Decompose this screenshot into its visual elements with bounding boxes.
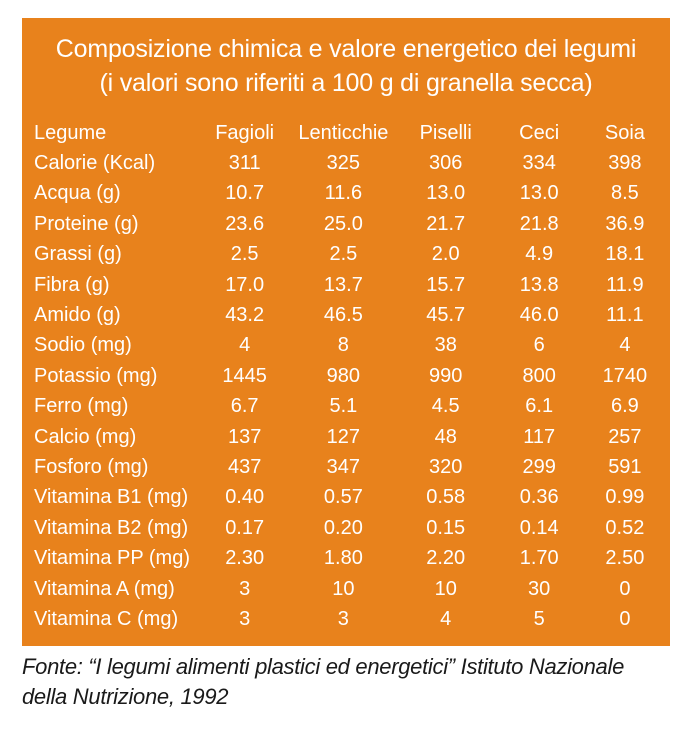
table-row	[34, 240, 664, 270]
table-row	[34, 422, 664, 452]
row-label: Ferro (mg)	[34, 395, 129, 418]
row-label: Amido (g)	[34, 304, 121, 327]
header-soia: Soia	[604, 121, 645, 144]
table-cell: 11.1	[606, 304, 644, 327]
table-row	[34, 179, 664, 209]
table-row	[34, 392, 664, 422]
table-cell: 18.1	[605, 243, 645, 266]
table-cell: 347	[326, 455, 361, 478]
table-cell: 21.7	[426, 212, 466, 235]
table-cell: 25.0	[323, 212, 363, 235]
header-ceci: Ceci	[519, 121, 560, 144]
table-cell: 2.5	[230, 243, 259, 266]
nutrition-panel	[22, 18, 670, 646]
table-cell: 0.36	[519, 486, 559, 509]
table-cell: 299	[522, 455, 556, 478]
table-cell: 1.80	[323, 547, 363, 570]
header-lenticchie: Lenticchie	[298, 121, 389, 144]
table-row	[34, 361, 664, 391]
table-cell: 6.1	[525, 395, 554, 418]
table-cell: 6.9	[610, 395, 639, 418]
title-line-2: (i valori sono riferiti a 100 g di granella secca)	[99, 69, 593, 97]
table-cell: 3	[239, 577, 251, 600]
legumes-composition-table	[34, 118, 664, 635]
table-cell: 11.6	[324, 182, 363, 205]
table-cell: 48	[434, 425, 457, 448]
table-cell: 1445	[222, 364, 267, 387]
table-cell: 0.57	[323, 486, 363, 509]
row-label: Proteine (g)	[34, 212, 139, 235]
table-cell: 36.9	[605, 212, 645, 235]
table-cell: 980	[326, 364, 361, 387]
table-cell: 1.70	[519, 547, 559, 570]
table-cell: 10	[434, 577, 457, 600]
table-cell: 437	[227, 455, 262, 478]
table-cell: 2.0	[431, 243, 460, 266]
table-cell: 3	[337, 607, 349, 630]
table-cell: 13.0	[426, 182, 466, 205]
table-cell: 0.14	[519, 516, 559, 539]
table-row	[34, 452, 664, 482]
table-cell: 117	[523, 425, 556, 448]
source-line-1: Fonte: “I legumi alimenti plastici ed energetici” Istituto Nazionale	[22, 654, 625, 679]
table-cell: 30	[528, 577, 551, 600]
table-body	[34, 148, 664, 634]
table-title	[22, 18, 670, 100]
table-cell: 10	[332, 577, 355, 600]
table-cell: 43.2	[225, 304, 265, 327]
table-cell: 0	[619, 607, 631, 630]
table-cell: 13.0	[519, 182, 559, 205]
table-row	[34, 483, 664, 513]
source-caption	[22, 652, 682, 712]
row-label: Calcio (mg)	[34, 425, 137, 448]
table-cell: 325	[326, 152, 361, 175]
header-fagioli: Fagioli	[215, 121, 275, 144]
table-cell: 0.20	[323, 516, 363, 539]
table-cell: 13.8	[519, 273, 559, 296]
table-cell: 0.40	[225, 486, 265, 509]
header-piselli: Piselli	[419, 121, 472, 144]
table-cell: 15.7	[426, 273, 466, 296]
table-cell: 591	[608, 455, 642, 478]
table-cell: 8.5	[610, 182, 639, 205]
table-cell: 11.9	[606, 273, 644, 296]
table-cell: 257	[608, 425, 642, 448]
table-cell: 0.17	[225, 516, 265, 539]
row-label: Sodio (mg)	[34, 334, 132, 357]
table-cell: 4	[239, 334, 251, 357]
table-cell: 0.58	[426, 486, 466, 509]
table-cell: 3	[239, 607, 251, 630]
row-label: Grassi (g)	[34, 243, 122, 266]
table-row	[34, 209, 664, 239]
table-header-row	[34, 118, 664, 148]
table-cell: 5	[533, 607, 545, 630]
row-label: Fosforo (mg)	[34, 455, 149, 478]
table-cell: 4.9	[525, 243, 554, 266]
table-cell: 46.0	[519, 304, 559, 327]
table-cell: 1740	[602, 364, 648, 387]
table-cell: 46.5	[323, 304, 363, 327]
table-row	[34, 543, 664, 573]
table-cell: 398	[608, 152, 642, 175]
table-cell: 2.5	[329, 243, 358, 266]
table-row	[34, 148, 664, 178]
table-cell: 127	[326, 425, 361, 448]
table-cell: 23.6	[225, 212, 265, 235]
table-cell: 320	[429, 455, 463, 478]
row-label: Calorie (Kcal)	[34, 152, 156, 175]
table-cell: 6.7	[230, 395, 259, 418]
row-label: Vitamina PP (mg)	[34, 547, 190, 570]
title-line-1: Composizione chimica e valore energetico dei legumi	[55, 35, 637, 63]
table-cell: 10.7	[225, 182, 265, 205]
row-label: Potassio (mg)	[34, 364, 158, 387]
table-row	[34, 270, 664, 300]
table-cell: 6	[533, 334, 545, 357]
source-line-2: della Nutrizione, 1992	[22, 684, 229, 709]
table-cell: 0.99	[605, 486, 645, 509]
table-cell: 137	[227, 425, 262, 448]
table-row	[34, 604, 664, 634]
table-row	[34, 513, 664, 543]
row-label: Vitamina B1 (mg)	[34, 486, 189, 509]
table-cell: 5.1	[329, 395, 358, 418]
table-cell: 2.30	[225, 547, 265, 570]
header-legume: Legume	[34, 121, 107, 144]
table-cell: 990	[429, 364, 463, 387]
row-label: Fibra (g)	[34, 273, 110, 296]
table-cell: 800	[522, 364, 556, 387]
table-cell: 334	[522, 152, 556, 175]
row-label: Vitamina C (mg)	[34, 607, 179, 630]
table-cell: 0.52	[605, 516, 645, 539]
table-cell: 2.20	[426, 547, 466, 570]
table-cell: 0.15	[426, 516, 466, 539]
table-cell: 4	[619, 334, 631, 357]
table-cell: 306	[429, 152, 463, 175]
row-label: Vitamina B2 (mg)	[34, 516, 189, 539]
row-label: Acqua (g)	[34, 182, 121, 205]
table-cell: 38	[434, 334, 457, 357]
table-cell: 21.8	[519, 212, 559, 235]
table-cell: 311	[228, 152, 261, 175]
table-cell: 45.7	[426, 304, 466, 327]
table-row	[34, 574, 664, 604]
table-cell: 13.7	[323, 273, 363, 296]
table-cell: 4.5	[431, 395, 460, 418]
table-row	[34, 331, 664, 361]
row-label: Vitamina A (mg)	[34, 577, 175, 600]
table-cell: 0	[619, 577, 631, 600]
table-cell: 2.50	[605, 547, 645, 570]
table-row	[34, 300, 664, 330]
table-cell: 17.0	[225, 273, 265, 296]
table-cell: 8	[337, 334, 349, 357]
table-cell: 4	[440, 607, 452, 630]
